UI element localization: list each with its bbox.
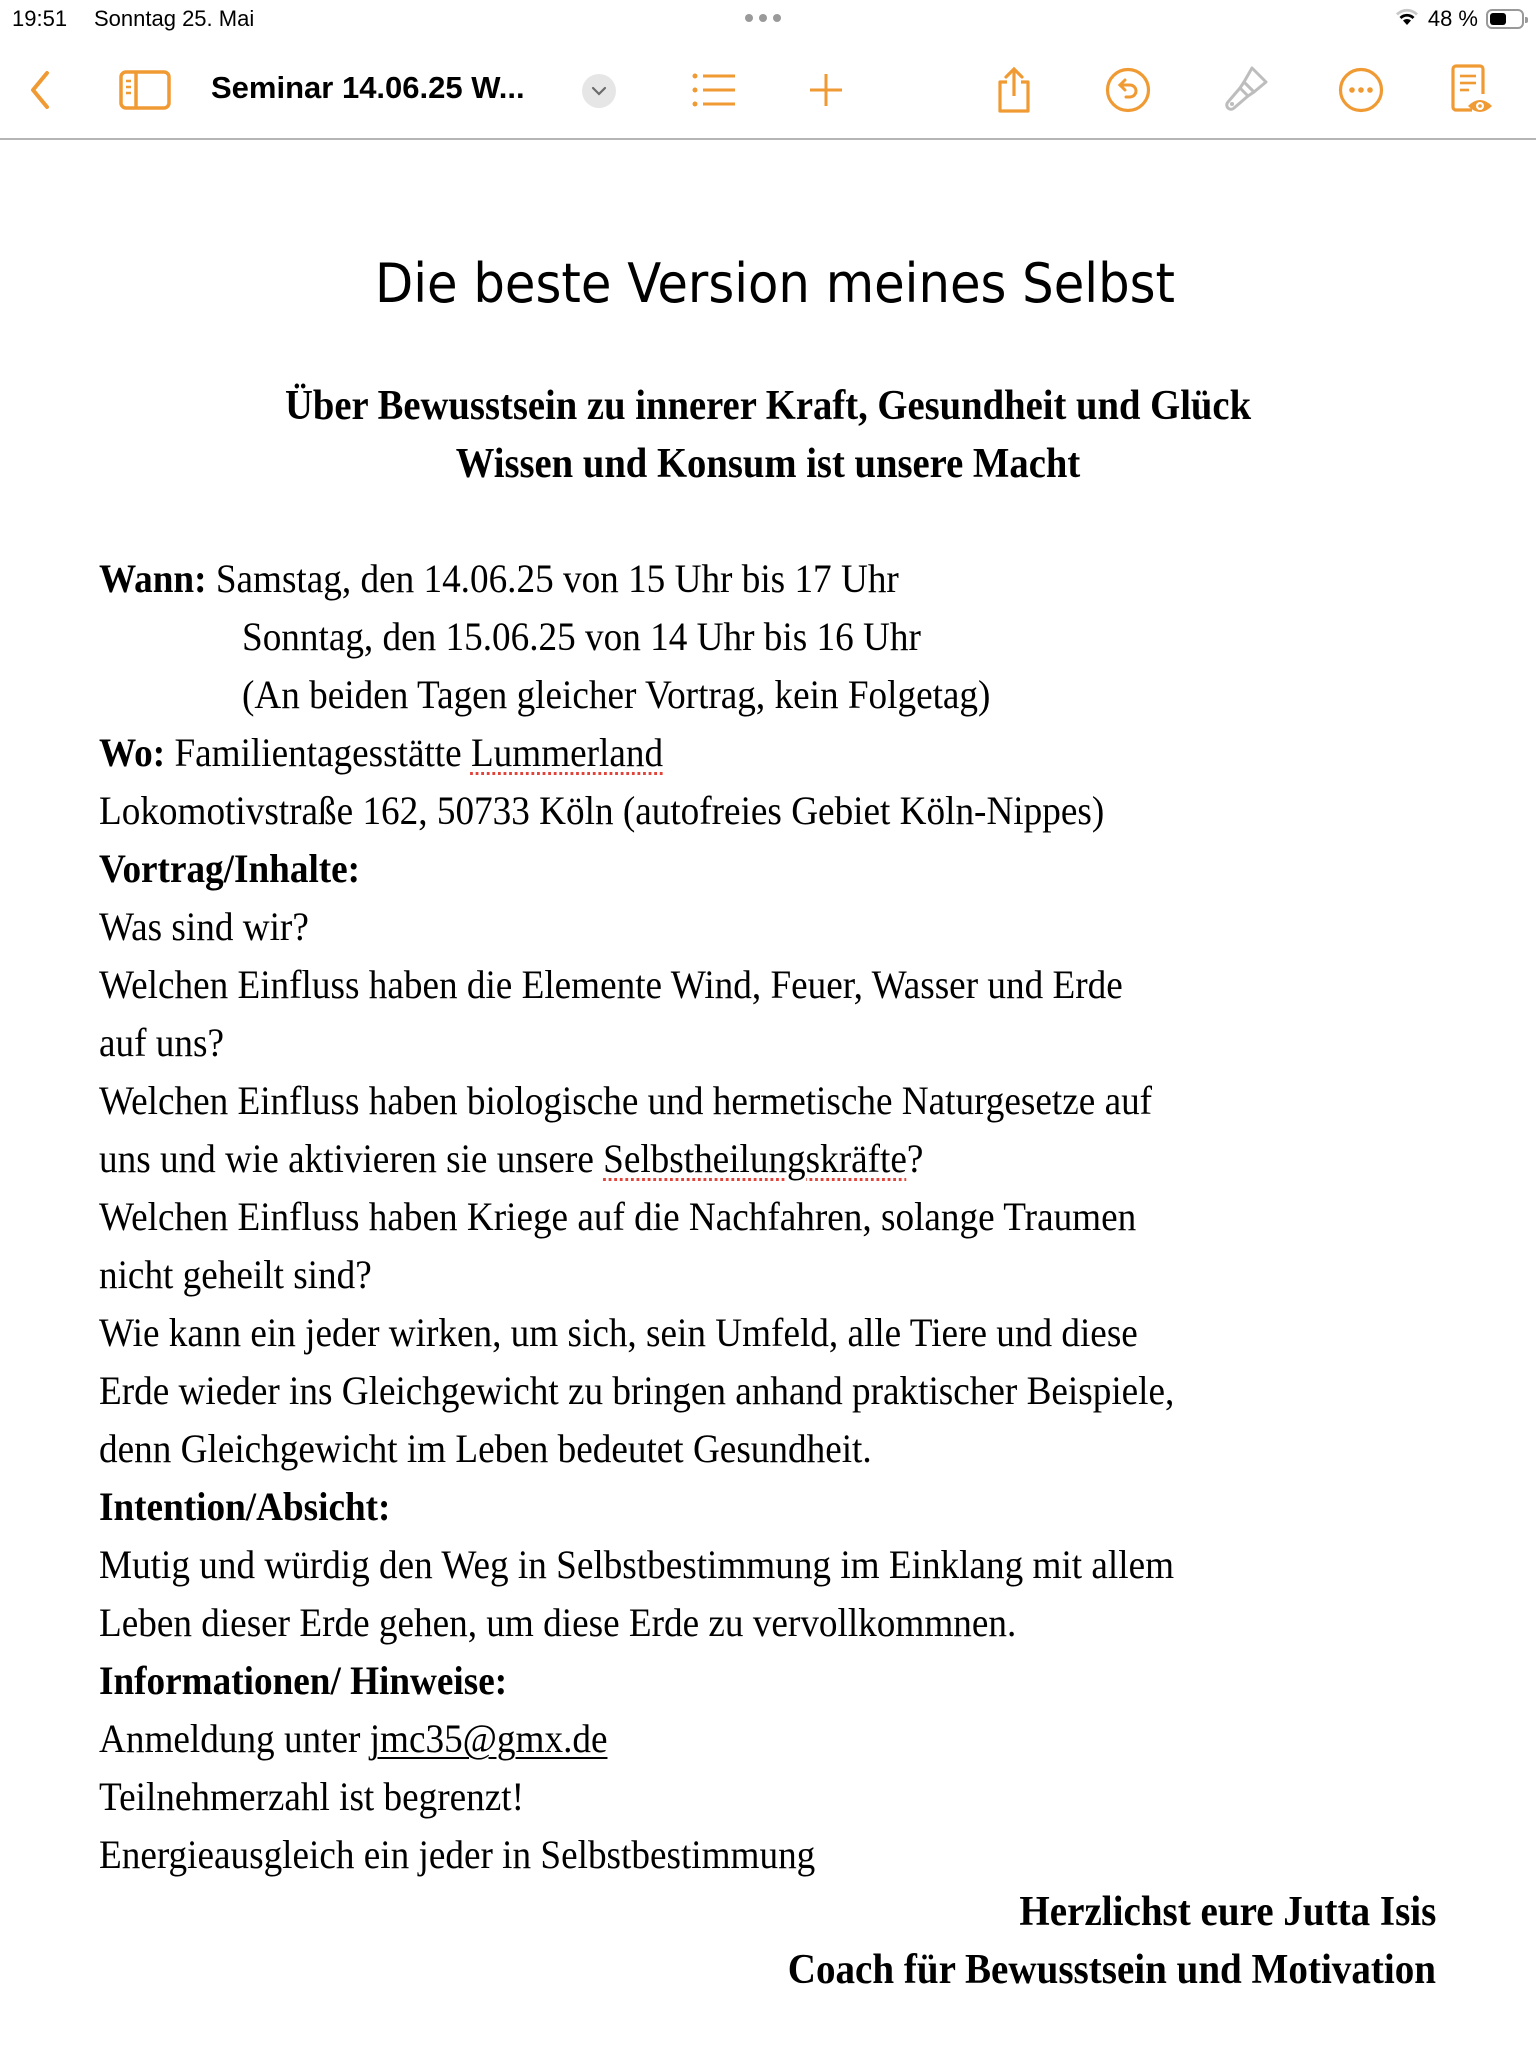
when-saturday: Samstag, den 14.06.25 von 15 Uhr bis 17 Uhr (215, 556, 899, 601)
when-note: (An beiden Tagen gleicher Vortrag, kein Folgetag) (242, 672, 991, 717)
chevron-left-icon (25, 70, 55, 110)
status-bar (0, 0, 1536, 40)
content-line: Erde wieder ins Gleichgewicht zu bringen anhand praktischer Beispiele, (99, 1368, 1175, 1413)
content-line: denn Gleichgewicht im Leben bedeutet Gesundheit. (99, 1426, 872, 1471)
outline-button[interactable] (686, 62, 742, 118)
content-line: Was sind wir? (99, 904, 309, 949)
multitasking-dots-icon[interactable] (745, 14, 781, 22)
reading-view-icon (1450, 64, 1494, 116)
more-icon (1338, 67, 1384, 113)
when-line-1 (99, 555, 899, 602)
back-button[interactable] (12, 62, 68, 118)
content-line: Welchen Einfluss haben biologische und hermetische Naturgesetze auf (99, 1078, 1153, 1123)
undo-icon (1105, 67, 1151, 113)
when-sunday: Sonntag, den 15.06.25 von 14 Uhr bis 16 Uhr (242, 614, 921, 659)
registration-line (99, 1715, 607, 1762)
intention-line-1: Mutig und würdig den Weg in Selbstbestimmung im Einklang mit allem (99, 1542, 1175, 1587)
content-line: nicht geheilt sind? (99, 1252, 372, 1297)
sidebar-icon (119, 70, 171, 110)
content-text: uns und wie aktivieren sie unsere (99, 1136, 604, 1181)
share-button[interactable] (986, 62, 1042, 118)
registration-prefix: Anmeldung unter (99, 1716, 370, 1761)
paintbrush-icon (1222, 65, 1270, 115)
subtitle-line-1: Über Bewusstsein zu innerer Kraft, Gesundheit und Glück (284, 383, 1252, 429)
insert-button[interactable] (798, 62, 854, 118)
when-label: Wann: (99, 556, 207, 601)
list-icon (691, 72, 737, 108)
intention-label: Intention/Absicht: (99, 1484, 391, 1529)
content-line (99, 1135, 923, 1182)
content-label: Vortrag/Inhalte: (99, 846, 361, 891)
battery-icon (1486, 9, 1524, 29)
status-indicators (1394, 6, 1524, 32)
info-label: Informationen/ Hinweise: (99, 1658, 508, 1703)
chevron-down-icon (591, 86, 607, 96)
content-text: ? (906, 1136, 924, 1181)
plus-icon (808, 72, 844, 108)
participant-limit: Teilnehmerzahl ist begrenzt! (99, 1774, 525, 1819)
wifi-icon (1394, 6, 1420, 32)
reading-view-button[interactable] (1444, 62, 1500, 118)
battery-percent: 48 % (1427, 6, 1478, 31)
venue-prefix: Familientagesstätte (174, 730, 462, 775)
content-line: Welchen Einfluss haben Kriege auf die Nachfahren, solange Traumen (99, 1194, 1137, 1239)
status-date: Sonntag 25. Mai (94, 6, 255, 31)
status-time: 19:51 (12, 6, 68, 31)
energy-exchange: Energieausgleich ein jeder in Selbstbestimmung (99, 1832, 816, 1877)
address-line: Lokomotivstraße 162, 50733 Köln (autofreies Gebiet Köln-Nippes) (99, 788, 1105, 833)
subtitle-line-2: Wissen und Konsum ist unsere Macht (455, 441, 1081, 487)
content-line: Wie kann ein jeder wirken, um sich, sein Umfeld, alle Tiere und diese (99, 1310, 1138, 1355)
signature-line-2: Coach für Bewusstsein und Motivation (787, 1947, 1436, 1993)
where-label: Wo: (99, 730, 166, 775)
undo-button[interactable] (1100, 62, 1156, 118)
document-title[interactable]: Seminar 14.06.25 W... (211, 70, 525, 105)
sidebar-toggle-button[interactable] (117, 62, 173, 118)
toolbar (0, 40, 1536, 140)
content-line: Welchen Einfluss haben die Elemente Wind, Feuer, Wasser und Erde (99, 962, 1123, 1007)
intention-line-2: Leben dieser Erde gehen, um diese Erde zu vervollkommnen. (99, 1600, 1017, 1645)
email-link[interactable]: jmc35@gmx.de (369, 1716, 608, 1761)
where-line (99, 729, 663, 776)
format-button[interactable] (1218, 62, 1274, 118)
share-icon (994, 66, 1034, 114)
content-line: auf uns? (99, 1020, 224, 1065)
more-button[interactable] (1333, 62, 1389, 118)
venue-name-spellcheck[interactable]: Lummerland (470, 730, 664, 775)
spellcheck-word[interactable]: Selbstheilungskräfte (603, 1136, 907, 1181)
signature-line-1: Herzlichst eure Jutta Isis (1019, 1889, 1436, 1935)
document-heading: Die beste Version meines Selbst (374, 252, 1175, 315)
title-menu-button[interactable] (582, 74, 616, 108)
